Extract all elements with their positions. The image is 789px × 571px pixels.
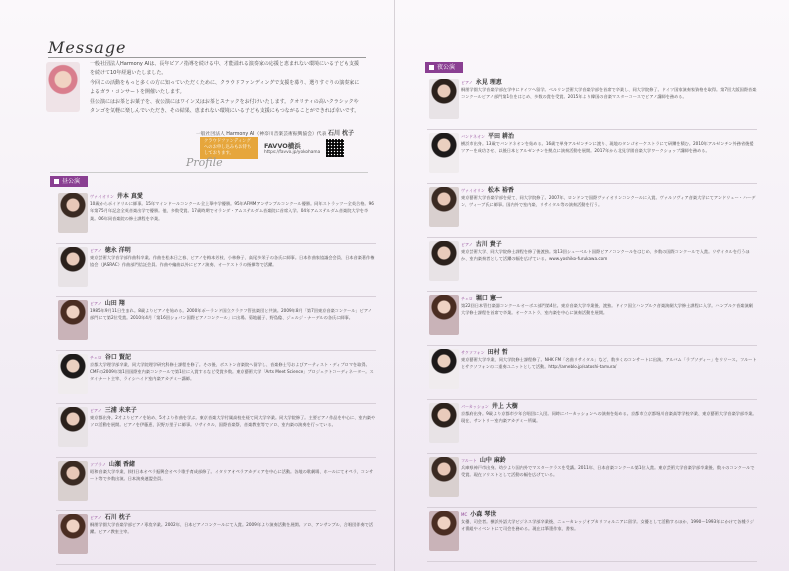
performer-bio: 京都府出身。9歳より京都市少年合唱団に入団。同時にパーカッションへの演奏を始める。京都市立京都堀川音楽高等学校卒業、東京藝術大学音楽学部卒業。現在、サントリー室内楽アカデミー所属。 (461, 411, 757, 424)
performer-role: MC (461, 512, 468, 517)
performer-name: 平田 耕治 (487, 133, 515, 140)
performer-photo (58, 514, 88, 554)
performer-name: 谷口 賢記 (104, 353, 131, 361)
performer-name: 松本 裕香 (487, 187, 514, 194)
performer-text (461, 79, 757, 101)
performer-bio: 東京芸術大学、同大学院修士課程を修了後渡独。第13回シューベルト国際ピアノコンクールをはじめ、多数の国際コンクールで入賞。リサイタルを行うほか、室内楽奏者として活躍の幅を広げている。www.yoshiko-furukawa.com (461, 249, 750, 262)
performer-heading (90, 514, 376, 521)
performer-bio: 昭和音楽大学卒業、(財)日本オペラ振興会オペラ歌手育成部修了。イタリアオペラアカデミアを中心に活動。各地の歌劇場、ホールにてオペラ、コンサート等で多数出演。日本演奏連盟会員。 (90, 468, 374, 481)
performer-item (56, 297, 376, 351)
performer-name: 山瀬 香緒 (108, 460, 135, 468)
performer-item (56, 511, 376, 565)
performer-text (90, 354, 376, 383)
performer-role: ソプラノ (90, 461, 106, 467)
performer-heading (90, 461, 376, 468)
performer-role: チェロ (461, 296, 473, 301)
performer-name: 井上 大樹 (491, 403, 518, 410)
performer-photo (429, 187, 459, 227)
performer-heading (461, 349, 757, 356)
performer-photo (429, 457, 459, 497)
performer-heading (90, 193, 376, 200)
performer-photo (58, 300, 88, 340)
performer-item (427, 454, 757, 508)
performer-photo (429, 79, 459, 119)
favvo-badge: クラウドファンディングへのお申し込みもお待ちしております。 (200, 137, 258, 159)
performer-heading (461, 79, 757, 86)
performer-photo (58, 461, 88, 501)
performer-photo (58, 247, 88, 287)
performer-name: 小森 琴世 (470, 511, 497, 518)
performer-item (56, 404, 376, 458)
night-section-label: 夜公演 (437, 64, 456, 71)
performer-name: 三浦 未来子 (104, 407, 137, 414)
performer-item (427, 292, 757, 346)
performer-item (427, 346, 757, 400)
performer-photo (429, 349, 459, 389)
message-paragraph: 昼公演にはお茶とお菓子を、夜公演にはワイン又はお茶とスナックをお付けいたします。クオリティの高いクラシックやタンゴを気軽に楽しんでいただき、その結果、恵まれない環境にいる子ども支援にもつながることができれば幸いです。 (90, 98, 360, 115)
performer-role: ピアノ (461, 242, 473, 247)
performer-bio: 東京藝術大学卒業、同大学院修士課程修了。NHK FM「名曲リサイタル」など、数多くのコンサートに出演。アルバム「ラプソディー」をリリース。フルートとサクソフォンの二重奏ユニットとして活動。http://ameblo.jp/satoshi-tamura/ (461, 357, 757, 370)
performer-item (56, 351, 376, 405)
performer-text (90, 247, 376, 269)
performer-role: フルート (461, 458, 477, 463)
performer-bio: 第22回日本管打楽器コンクールオーボエ部門第4位。東京音楽大学卒業後、渡独。ドイツ国立ハンブルク音楽演劇大学修士課程に入学。ハンブルク音楽演劇大学修士課程を首席で卒業。オーケストラ、室内楽を中心に演奏活動を展開。 (461, 303, 753, 316)
right-panel (395, 0, 789, 571)
performer-text (90, 514, 376, 536)
representative-photo (46, 62, 80, 112)
performer-photo (58, 407, 88, 447)
performer-role: ピアノ (90, 408, 102, 413)
favvo-url[interactable]: https://favvo.jp/yokohama (264, 150, 321, 155)
performer-heading (461, 295, 757, 302)
performer-bio: 桐朋学園大学音楽学部ピアノ専攻卒業。2002年、日本ピアノコンクールにて入賞。2009年より演奏活動を展開。ソロ、アンサンブル、合唱団伴奏で活躍。ピアノ教室主宰。 (90, 522, 374, 535)
day-performer-list (56, 190, 376, 565)
performer-photo (429, 511, 459, 551)
performer-name: 山中 麻鈴 (479, 457, 506, 464)
performer-heading (461, 403, 757, 410)
performer-name: 山田 翔 (104, 300, 125, 307)
performer-role: チェロ (90, 354, 102, 360)
performer-role: ヴァイオリン (461, 188, 485, 193)
performer-bio: 桐朋学園大学音楽学部在学中にドイツへ留学。ベルリン芸術大学音楽学部を首席で卒業し、同大学院修了。ドイツ国家演奏家資格を取得。第7回大阪国際音楽コンクールピアノ部門第1位をはじめ、多数の賞を受賞。2015年より韓国の音楽マスターコースでピアノ講師を務める。 (461, 87, 757, 100)
performer-role: ピアノ (461, 80, 473, 85)
favvo-info (264, 141, 320, 155)
performer-heading (90, 300, 376, 307)
performer-photo (58, 193, 88, 233)
performer-bio: 1985年9月11日生まれ。8歳よりピアノを始める。2000年ポーランド国立クラクフ管弦楽団と共演。2009年8月「第7回東京音楽コンクール」ピアノ部門にて第2位受賞。2010年4月「第16回ショパン国際ピアノコンクール」に出場。菊地麗子、野島稔、ジェルジ・ナーデルの各氏に師事。 (90, 308, 372, 321)
left-panel (0, 0, 394, 571)
performer-text (461, 457, 757, 479)
day-section-tab (50, 176, 88, 187)
performer-role: ピアノ (90, 301, 102, 306)
performer-name: 永見 理恵 (475, 79, 502, 86)
performer-heading (461, 241, 757, 248)
performer-bio: 10歳からポイドリルに師事。15年マインドールコンクール全上華中学優勝。95年AFMMアンサンブルコンクール優勝。同年ストラッツー全英合格。96年第75月年記念全英音楽出学で優勝。他、多数受賞。17歳時期でオランダ・アムステルダム音楽院に首席入学。04年アムステルダム音楽院大学を卒業。06年同音楽院の修士課程を卒業。 (90, 201, 374, 221)
performer-text (90, 193, 376, 222)
signature-name: 石川 枕子 (327, 130, 355, 137)
performer-bio: 横浜市出身。13歳でバンドネオンを始める。16歳で単身アルゼンチンに渡り、現地のタンゴオーケストラにて研鑽を積む。2010年アルゼンチン外務省後援ツアーを成功させ、以後日本とアルゼンチンを拠点に演奏活動を展開。2017年から北見学園音楽大学ワークショップ講師を務める。 (461, 141, 754, 154)
performer-name: 堀口 憲一 (475, 295, 502, 302)
performer-item (56, 458, 376, 512)
favvo-name: FAVVO横浜 (264, 142, 301, 150)
performer-heading (90, 354, 376, 361)
performer-text (461, 403, 757, 425)
performer-text (90, 461, 376, 483)
performer-text (461, 133, 757, 155)
performer-name: 徳永 洋明 (104, 246, 131, 254)
day-section-label: 昼公演 (62, 178, 81, 185)
performer-text (461, 187, 757, 209)
night-section-tab (425, 62, 463, 73)
performer-photo (58, 354, 88, 394)
performer-role: サクソフォン (461, 350, 485, 355)
performer-name: 石川 枕子 (104, 514, 131, 521)
performer-name: 井本 真愛 (116, 193, 143, 200)
performer-role: バンドネオン (461, 134, 485, 139)
performer-item (427, 508, 757, 562)
performer-text (461, 295, 757, 317)
performer-photo (429, 241, 459, 281)
performer-bio: 女優、司会者。横浜外語大学ビジネス学部卒業後、ニューカレッジオブカリフォルニアに留学。女優として活動するほか、1990〜1993年にかけて各種ラジオ番組やイベントにて司会を務める。現在は筆墨作家、書家。 (461, 519, 754, 532)
signature (196, 128, 354, 137)
performer-heading (461, 187, 757, 194)
performer-text (90, 300, 376, 322)
night-performer-list (427, 76, 757, 562)
performer-heading (90, 247, 376, 254)
performer-role: パーカッション (461, 404, 489, 409)
performer-item (427, 76, 757, 130)
performer-photo (429, 403, 459, 443)
performer-text (461, 349, 757, 371)
performer-role: ピアノ (90, 515, 102, 520)
performer-heading (461, 457, 757, 464)
performer-role: ヴァイオリン (90, 194, 114, 199)
performer-photo (429, 295, 459, 335)
performer-bio: 東京藝術大学音楽学部を経て、同大学院修了。2007年、ロンドンで国際ヴァイオリンコンクールに入賞。ヴァルソヴィア音楽大学にてアンドリュー・ハーデン、ヴィーブ氏に師事。国内外で室内楽、リサイタル等の演奏活動を行う。 (461, 195, 756, 208)
performer-heading (461, 511, 757, 518)
message-body (90, 60, 360, 116)
signature-prefix: 一般社団法人 Harmony AI（神奈川音楽芸術振興協会）代表 (196, 132, 327, 137)
performer-heading (90, 407, 376, 414)
performer-photo (429, 133, 459, 173)
message-rule (48, 57, 366, 58)
qr-code-icon (326, 139, 344, 157)
message-paragraph: 一般社団法人Harmony AIは、長年ピアノ指導を続ける中、才能溢れる演奏家の応援と恵まれない環境にいる子ども支援を続けて10年経過いたしました。 (90, 61, 359, 77)
profile-title: Profile (186, 156, 223, 169)
performer-name: 田村 哲 (487, 349, 508, 356)
performer-bio: 兵庫県神戸市出身。幼少より国内外でマスタークラスを受講。2011年、日本音楽コンクール第1位入賞。東京芸術大学音楽学部卒業後、数々のコンクールで受賞。現在ソリストとして活動の幅を広げている。 (461, 465, 755, 478)
performer-text (461, 511, 757, 533)
performer-item (427, 400, 757, 454)
performer-item (427, 238, 757, 292)
performer-bio: 京都大学理学部卒業、同大学院理学研究科修士課程を修了。その後、ボストン音楽院へ留学し、音楽修士号およびアーティスト・ディプロマを取得。CMFの2009年第1回国際室内楽コンクールで第1位に入賞するなど受賞多数。東京藝術大学「Arts Meet Science」プロジェクトコーディネーター。スタイナート主宰、ライシハイド室内楽アカデミー講師。 (90, 361, 374, 382)
performer-item (56, 190, 376, 244)
message-paragraph: 今回この活動をもっと多くの方に知っていただくために、クラウドファンディングで支援を募り、選りすぐりの演奏家によるガラ・コンサートを開催いたします。 (90, 79, 360, 96)
performer-bio: 東京芸術大学音学部作曲科卒業。作曲を松本日之春、ピアノを梅本芳枝、小林修子、高尾多栄子の各氏に師事。日本作曲家協議会会員、日本音楽著作権協会（JASRAC）作曲部門信託会員。作曲や編曲以外にピアノ演奏、オーケストラの指揮等で活躍。 (90, 254, 375, 267)
performer-item (427, 184, 757, 238)
performer-heading (461, 133, 757, 140)
performer-text (90, 407, 376, 429)
performer-item (56, 244, 376, 298)
performer-item (427, 130, 757, 184)
message-title: Message (48, 38, 127, 57)
profile-rule (50, 172, 368, 173)
performer-bio: 東京都出身。2才よりピアノを始め、5才より作曲を学ぶ。東京音楽大学付属高校を経て同大学卒業。同大学院修了。主要ピアノ作品を中心に、室内楽やソロ活動を展開。ピアノを伊藤恵、沢野万里子に師事。リサイタル、国際音楽祭、音楽教室等でソロ、室内楽の演奏を行っている。 (90, 415, 376, 428)
performer-text (461, 241, 757, 263)
performer-name: 古川 貴子 (475, 241, 502, 248)
performer-role: ピアノ (90, 247, 102, 253)
